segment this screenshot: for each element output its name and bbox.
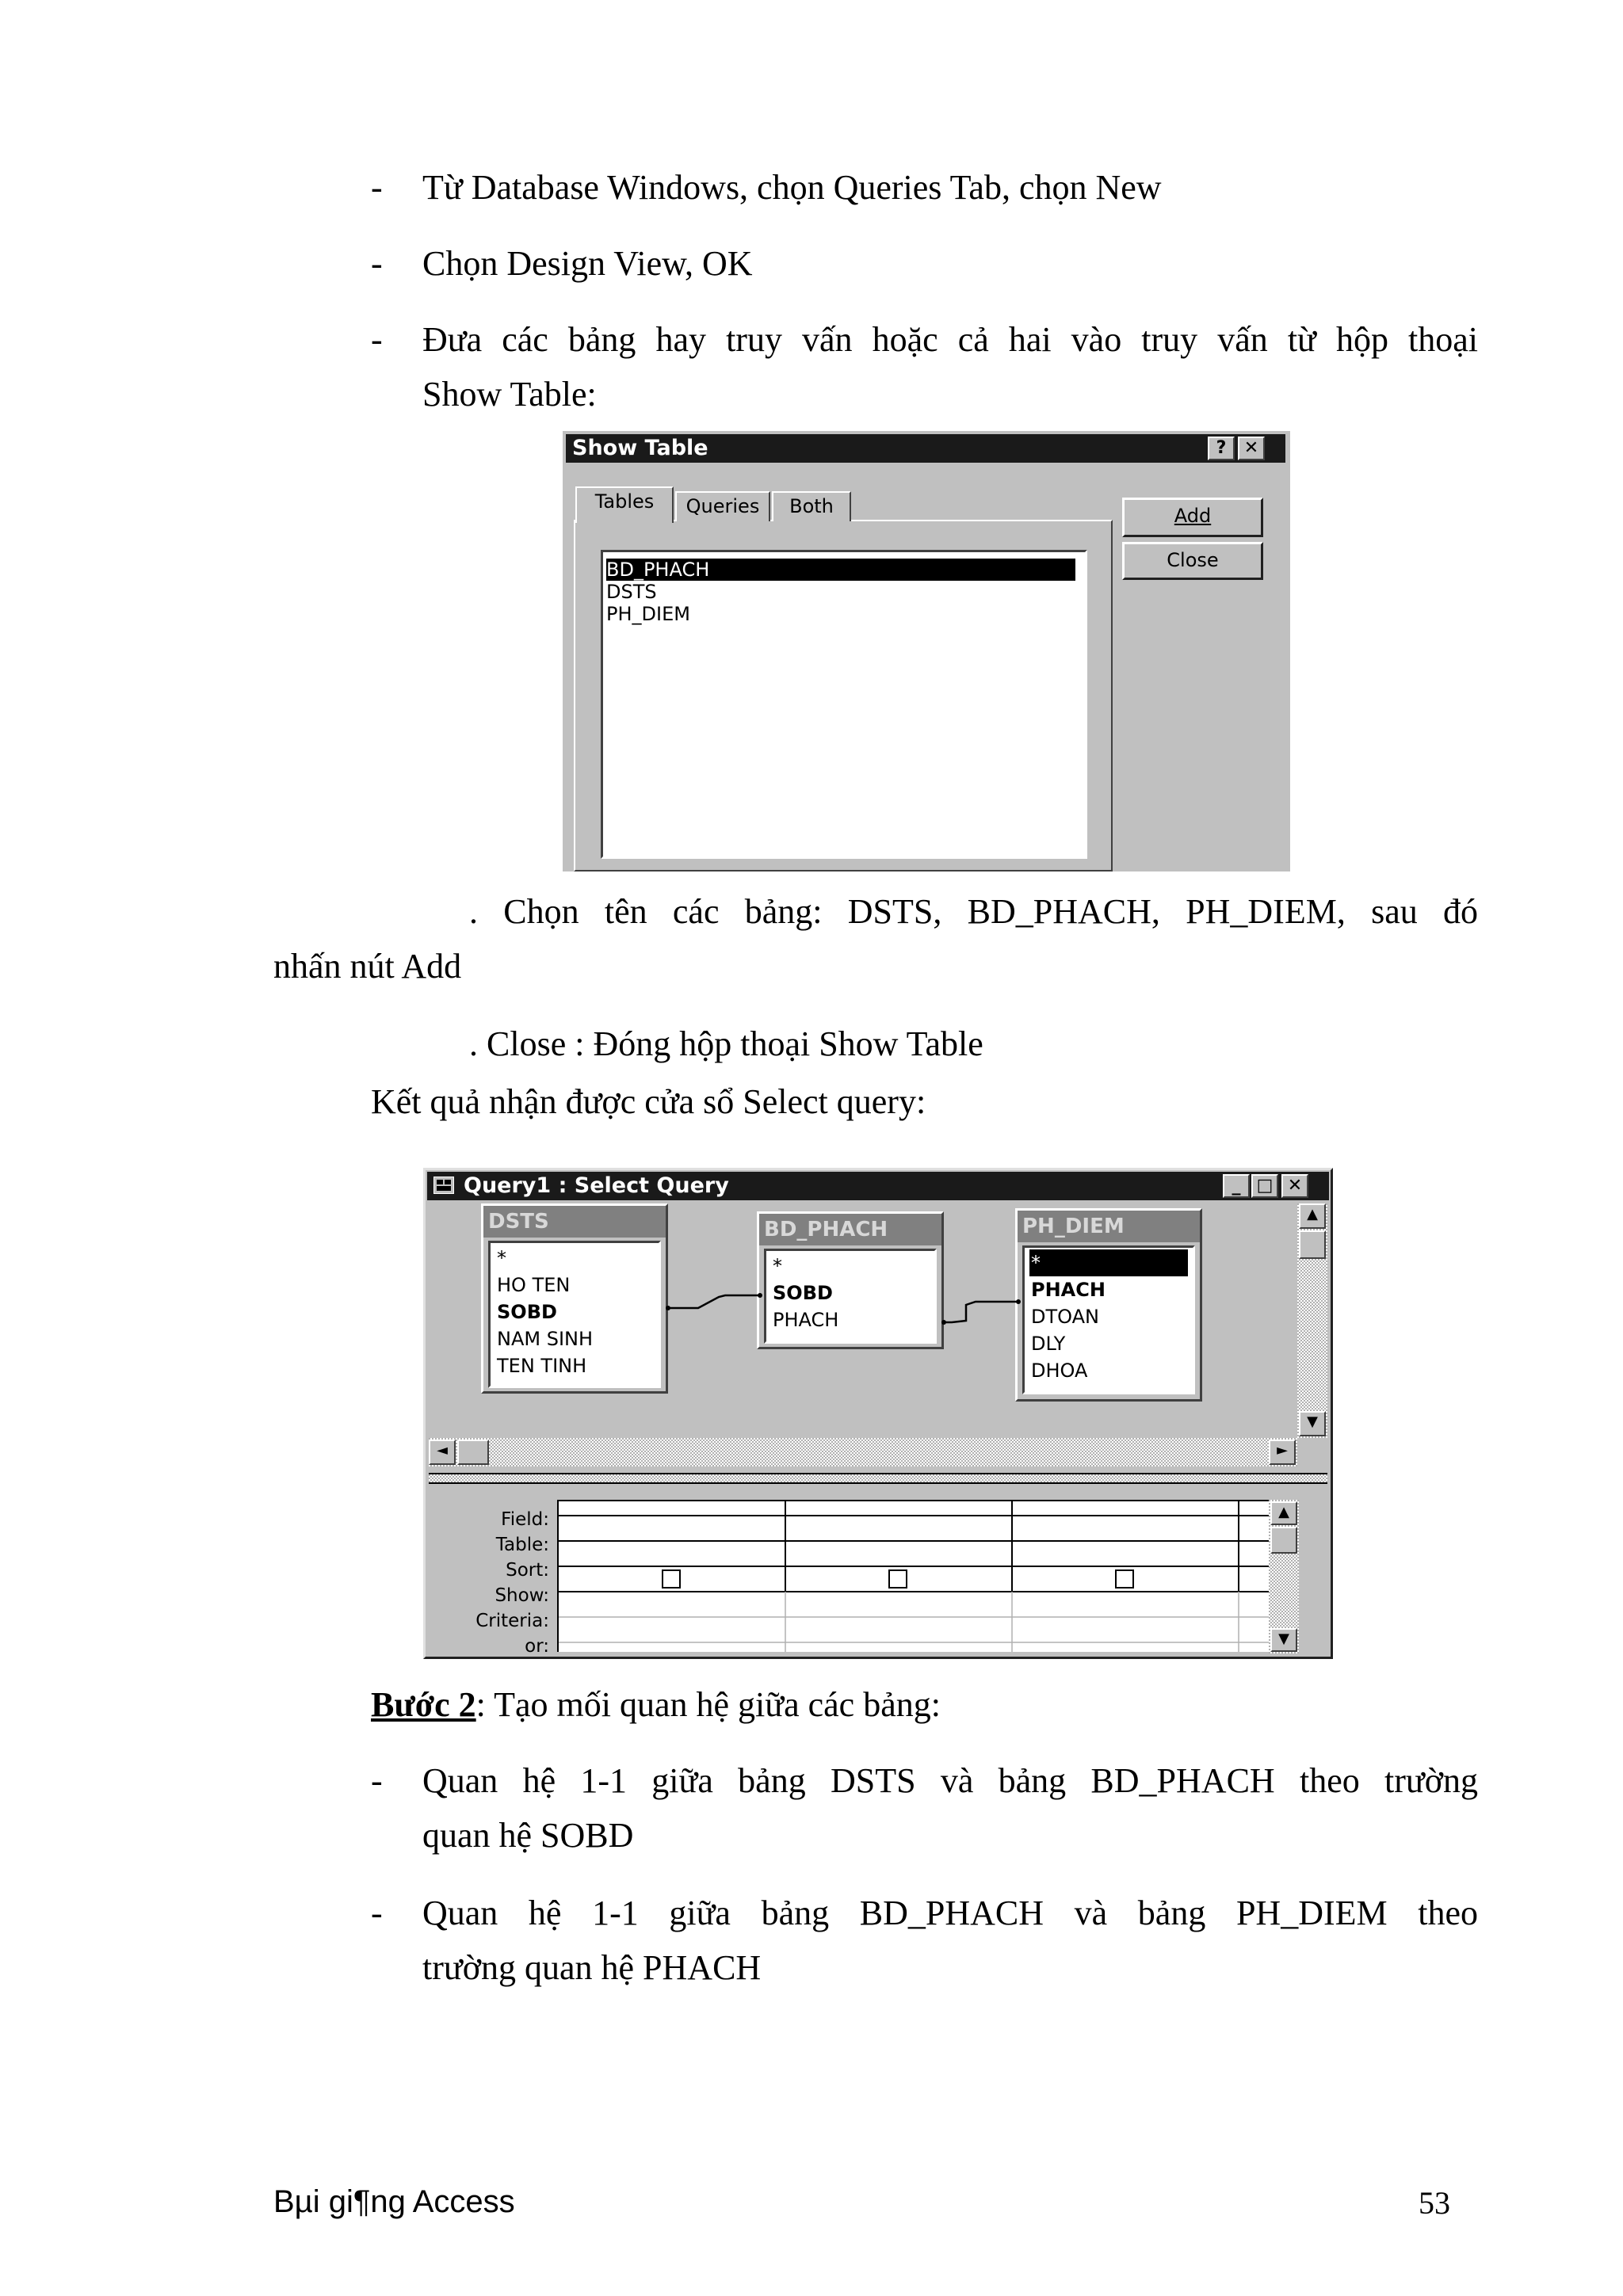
field-item[interactable]: SOBD — [773, 1282, 833, 1304]
page-number: 53 — [1419, 2185, 1450, 2221]
maximize-button[interactable]: □ — [1251, 1174, 1278, 1198]
field-item[interactable]: * — [497, 1247, 506, 1269]
field-item[interactable]: PHACH — [1031, 1279, 1106, 1301]
query-titlebar — [427, 1172, 1329, 1200]
select-query-window — [423, 1168, 1333, 1659]
tab-queries[interactable]: Queries — [675, 491, 770, 521]
list-item[interactable]: PH_DIEM — [606, 603, 690, 625]
upper-vertical-scrollbar[interactable] — [1297, 1203, 1327, 1438]
grid-label-or: or: — [525, 1636, 549, 1657]
relation-line2: trường quan hệ PHACH — [422, 1948, 762, 1987]
field-item[interactable]: TEN TINH — [497, 1355, 587, 1377]
scroll-thumb[interactable] — [1299, 1230, 1326, 1259]
bullet-dash: - — [371, 320, 383, 359]
result-note: Kết quả nhận được cửa sổ Select query: — [371, 1082, 926, 1121]
list-item[interactable]: BD_PHACH — [606, 559, 1075, 581]
scroll-up-arrow[interactable]: ▲ — [1299, 1203, 1326, 1229]
scroll-down-arrow[interactable]: ▼ — [1270, 1628, 1297, 1652]
horizontal-scrollbar[interactable] — [429, 1438, 1297, 1466]
field-item[interactable]: SOBD — [497, 1301, 557, 1323]
grid-vertical-scrollbar[interactable] — [1269, 1500, 1299, 1653]
minimize-button[interactable]: _ — [1223, 1174, 1250, 1198]
scroll-right-arrow[interactable]: ► — [1269, 1440, 1296, 1465]
show-checkbox[interactable] — [1115, 1569, 1134, 1589]
step2-heading — [371, 1677, 941, 1733]
relation-line1: Quan hệ 1-1 giữa bảng DSTS và bảng BD_PHACH theo trường — [422, 1761, 1478, 1800]
scroll-thumb[interactable] — [1270, 1527, 1297, 1554]
pane-splitter[interactable] — [429, 1473, 1327, 1484]
instruction-line: Chọn Design View, OK — [422, 244, 753, 283]
grid-label-criteria: Criteria: — [475, 1611, 549, 1631]
scroll-up-arrow[interactable]: ▲ — [1270, 1501, 1297, 1525]
close-note: . Close : Đóng hộp thoại Show Table — [469, 1024, 983, 1063]
footer-title: Bµi gi¶ng Access — [273, 2184, 515, 2219]
query-title: Query1 : Select Query — [464, 1173, 729, 1198]
relation-line1: Quan hệ 1-1 giữa bảng BD_PHACH và bảng PH_DIEM theo — [422, 1894, 1478, 1932]
step2-text: : Tạo mối quan hệ giữa các bảng: — [475, 1685, 941, 1724]
instruction-line: Từ Database Windows, chọn Queries Tab, chọn New — [422, 168, 1162, 207]
field-item[interactable]: * — [1029, 1249, 1188, 1276]
scroll-down-arrow[interactable]: ▼ — [1299, 1411, 1326, 1436]
list-item[interactable]: DSTS — [606, 581, 657, 603]
bullet-dash: - — [371, 168, 383, 207]
step2-label: Bước 2 — [371, 1685, 476, 1724]
show-checkbox[interactable] — [888, 1569, 907, 1589]
add-tables-line2: Show Table: — [422, 375, 597, 414]
table-list[interactable] — [601, 550, 1087, 859]
bullet-dash: - — [371, 1761, 383, 1800]
close-button[interactable]: Close — [1122, 542, 1263, 580]
join-lines — [429, 1203, 1296, 1438]
bullet-dash: - — [371, 1894, 383, 1932]
tab-tables[interactable]: Tables — [575, 486, 674, 523]
bullet-dash: - — [371, 244, 383, 283]
grid-row-labels — [429, 1501, 549, 1657]
help-button[interactable]: ? — [1208, 437, 1235, 460]
relation-line2: quan hệ SOBD — [422, 1816, 634, 1855]
grid-label-field: Field: — [501, 1509, 549, 1530]
field-list-title: BD_PHACH — [759, 1214, 941, 1245]
field-item[interactable]: NAM SINH — [497, 1328, 594, 1350]
grid-label-show: Show: — [495, 1585, 549, 1606]
field-list-title: DSTS — [483, 1206, 666, 1238]
join-line-phach — [944, 1302, 1018, 1322]
dialog-title: Show Table — [572, 436, 708, 460]
dialog-titlebar — [566, 434, 1285, 463]
field-item[interactable]: DHOA — [1031, 1360, 1088, 1382]
query-close-button[interactable]: ✕ — [1281, 1174, 1308, 1198]
scroll-thumb[interactable] — [457, 1440, 489, 1465]
field-item[interactable]: DLY — [1031, 1333, 1066, 1355]
add-button[interactable]: Add — [1122, 498, 1263, 537]
show-checkbox[interactable] — [662, 1569, 681, 1589]
field-item[interactable]: PHACH — [773, 1309, 839, 1331]
scroll-left-arrow[interactable]: ◄ — [429, 1440, 456, 1465]
add-tables-line1: Đưa các bảng hay truy vấn hoặc cả hai vào truy vấn từ hộp thoại — [422, 320, 1478, 359]
query-window-icon — [433, 1177, 454, 1194]
qbe-grid — [429, 1487, 1327, 1657]
choose-tables-line2: nhấn nút Add — [273, 947, 462, 986]
field-item[interactable]: DTOAN — [1031, 1306, 1099, 1328]
field-list-title: PH_DIEM — [1018, 1211, 1200, 1242]
field-item[interactable]: * — [773, 1255, 782, 1277]
show-table-dialog — [563, 431, 1290, 871]
dialog-close-button[interactable]: ✕ — [1238, 437, 1265, 460]
grid-cells[interactable] — [557, 1500, 1294, 1652]
grid-label-sort: Sort: — [506, 1560, 549, 1581]
table-pane — [429, 1203, 1296, 1438]
field-item[interactable]: HO TEN — [497, 1274, 571, 1296]
join-line-sobd — [668, 1295, 760, 1308]
choose-tables-line1: . Chọn tên các bảng: DSTS, BD_PHACH, PH_DIEM, sau đó — [469, 892, 1478, 931]
tab-both[interactable]: Both — [772, 491, 851, 521]
grid-label-table: Table: — [495, 1535, 549, 1555]
